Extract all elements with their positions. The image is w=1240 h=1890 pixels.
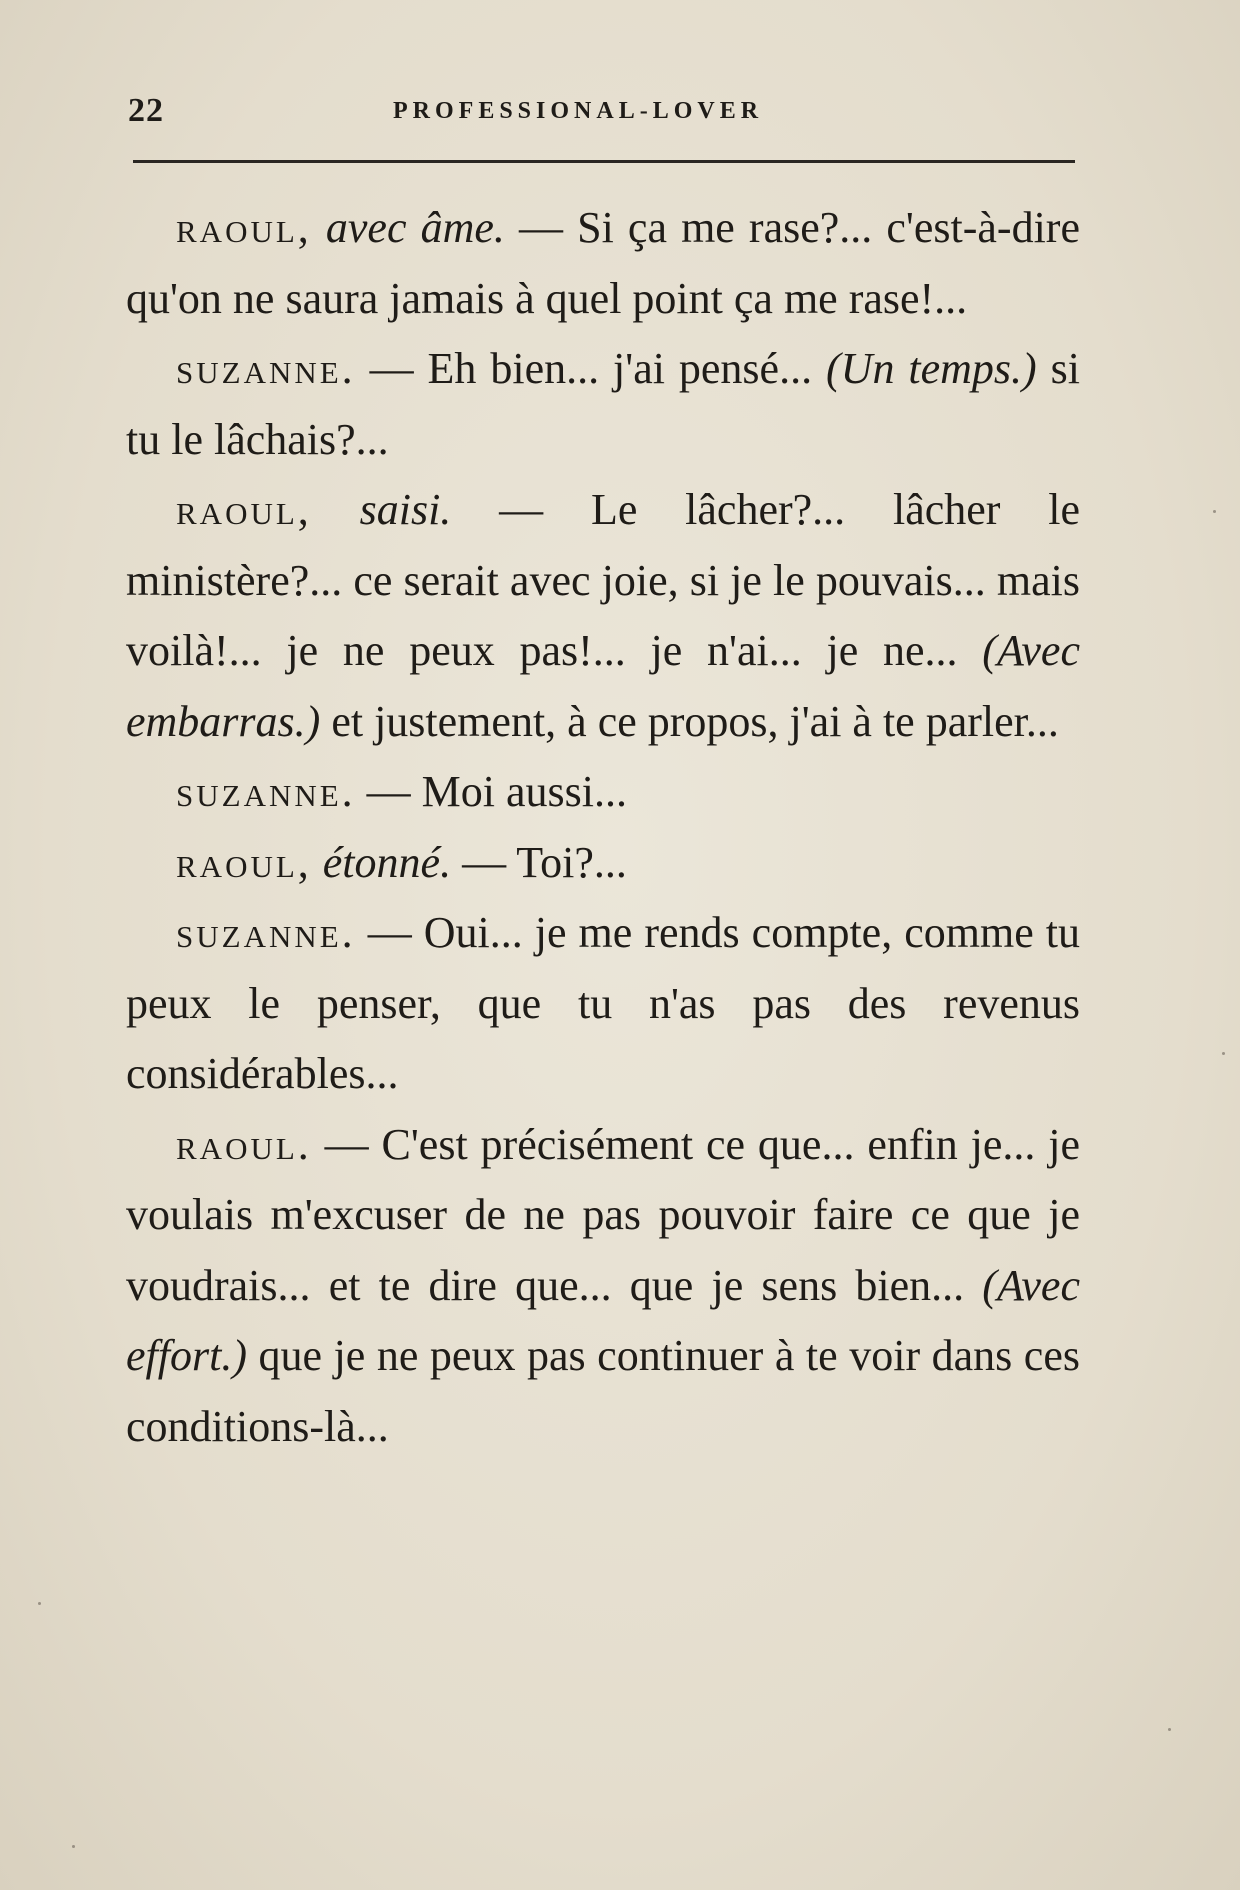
stage-direction: (Avec embarras.) xyxy=(126,626,1080,746)
dialogue-paragraph-1 xyxy=(126,193,1080,334)
dialogue-line: — Toi?... xyxy=(451,837,627,887)
dialogue-text xyxy=(126,193,1080,1462)
dialogue-paragraph-7 xyxy=(126,1110,1080,1463)
dialogue-line: — Si ça me rase?... c'est-à-dire qu'on ne saura jamais à quel point ça me rase!... xyxy=(126,203,1080,323)
paper-speck xyxy=(1168,1728,1171,1731)
dialogue-paragraph-3 xyxy=(126,475,1080,757)
header-rule xyxy=(133,160,1075,163)
running-title: PROFESSIONAL-LOVER xyxy=(393,98,764,124)
speaker-name: suzanne. xyxy=(176,908,356,957)
speaker-name: raoul, xyxy=(176,837,312,887)
dialogue-line: — Oui... je me rends compte, comme tu peux le penser, que tu n'as pas des revenus considérables... xyxy=(126,908,1080,1098)
page-header xyxy=(128,92,1078,132)
stage-direction: étonné. xyxy=(322,837,452,887)
dialogue-line: — Le lâcher?... lâcher le ministère?... ce serait avec joie, si je le pouvais... mais voilà!... je ne peux pas!... je n'ai... je ne... xyxy=(126,485,1081,675)
dialogue-paragraph-5 xyxy=(126,828,1080,899)
dialogue-line: que je ne peux pas continuer à te voir dans ces conditions-là... xyxy=(126,1331,1080,1451)
dialogue-line: si tu le lâchais?... xyxy=(126,344,1080,464)
speaker-name: raoul, xyxy=(176,203,312,252)
paper-speck xyxy=(38,1602,41,1605)
stage-direction: saisi. xyxy=(359,485,452,534)
speaker-name: suzanne. xyxy=(176,767,356,816)
stage-direction: (Un temps.) xyxy=(826,344,1037,393)
stage-direction: avec âme. xyxy=(325,203,505,252)
dialogue-paragraph-6 xyxy=(126,898,1080,1110)
page-number: 22 xyxy=(128,92,164,129)
speaker-name: raoul. xyxy=(176,1119,312,1169)
dialogue-line: — C'est précisément ce que... enfin je... je voulais m'excuser de ne pas pouvoir faire ce que je voudrais... et te dire que... que je sens bien... xyxy=(126,1119,1080,1310)
dialogue-line: — Eh bien... j'ai pensé... xyxy=(355,344,827,393)
paper-speck xyxy=(72,1845,75,1848)
paper-speck xyxy=(1222,1052,1225,1055)
speaker-name: raoul, xyxy=(176,485,312,534)
dialogue-paragraph-2 xyxy=(126,334,1080,475)
speaker-name: suzanne. xyxy=(176,344,356,393)
dialogue-paragraph-4 xyxy=(126,757,1080,828)
dialogue-line: et justement, à ce propos, j'ai à te parler... xyxy=(320,696,1059,746)
stage-direction: (Avec effort.) xyxy=(126,1260,1080,1380)
dialogue-line: — Moi aussi... xyxy=(355,767,628,816)
paper-speck xyxy=(1213,510,1216,513)
